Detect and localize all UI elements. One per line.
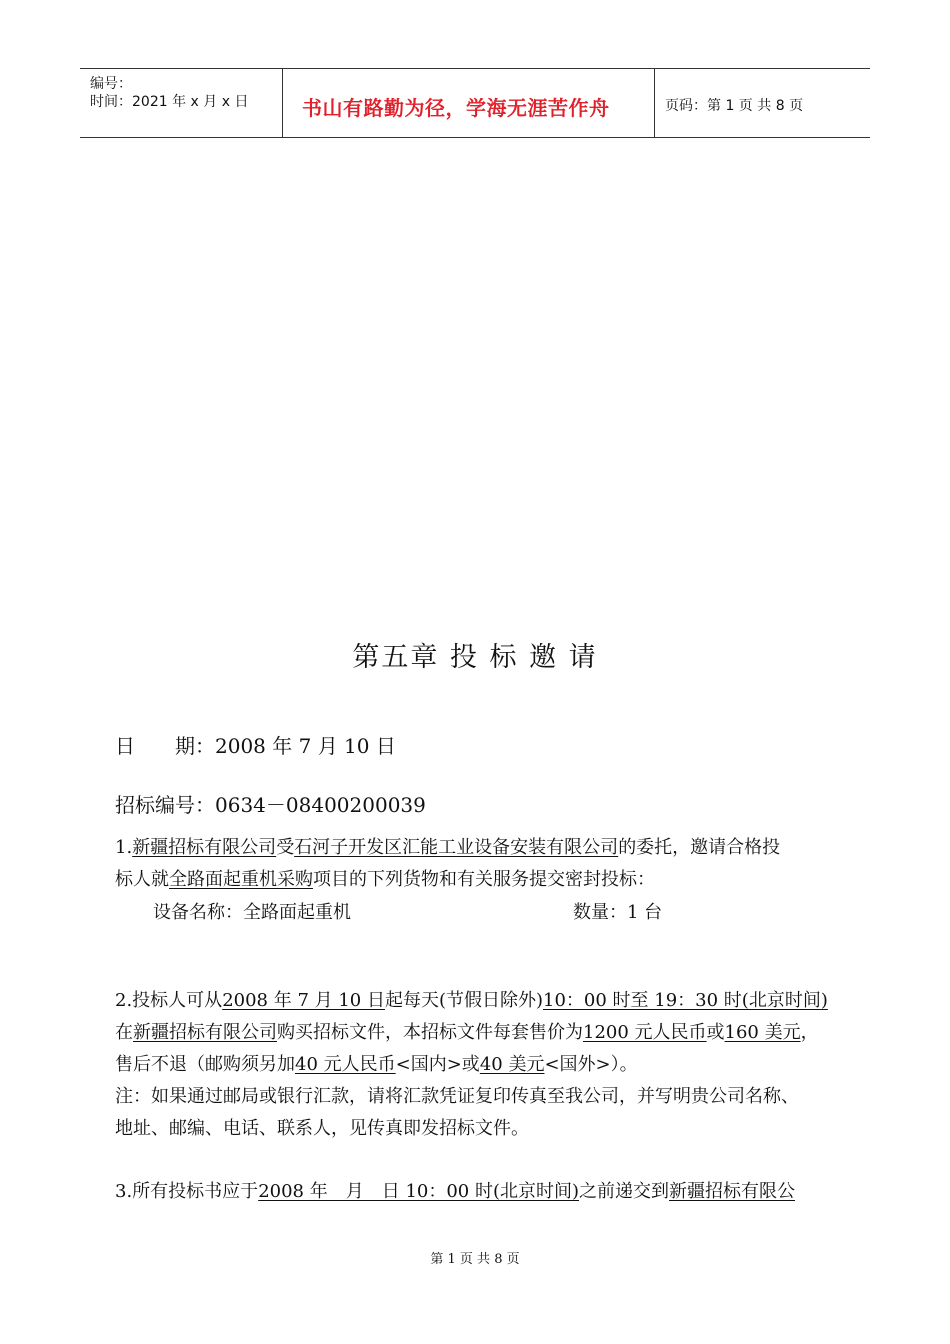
p2-postage-usd: 40 美元 bbox=[479, 1054, 545, 1075]
p2-text: 售后不退（邮购须另加 bbox=[115, 1054, 295, 1075]
header-page-info: 页码：第 1 页 共 8 页 bbox=[665, 98, 804, 114]
header-page-cell bbox=[655, 69, 870, 137]
p3-deadline: 2008 年 月 日 10：00 时(北京时间) bbox=[258, 1181, 580, 1202]
header-time-label: 时间：2021 年 x 月 x 日 bbox=[90, 94, 249, 110]
paragraph-1-line-2 bbox=[115, 865, 655, 891]
p1-client: 石河子开发区汇能工业设备安装有限公司 bbox=[294, 837, 619, 858]
p2-text: <国外>）。 bbox=[544, 1054, 638, 1075]
header-meta-cell bbox=[80, 69, 283, 137]
header-motto: 书山有路勤为径，学海无涯苦作舟 bbox=[302, 96, 610, 120]
date-line: 日 期：2008 年 7 月 10 日 bbox=[115, 734, 396, 758]
p1-text: 的委托，邀请合格投 bbox=[618, 837, 781, 858]
paragraph-3-line-1 bbox=[115, 1177, 795, 1203]
p2-text: ， bbox=[800, 1022, 819, 1043]
chapter-title: 第五章 投 标 邀 请 bbox=[352, 642, 598, 673]
p2-text: 起每天(节假日除外) bbox=[384, 990, 544, 1011]
p2-sale-date: 2008 年 7 月 10 日 bbox=[222, 990, 385, 1011]
p1-text: 项目的下列货物和有关服务提交密封投标： bbox=[313, 869, 655, 890]
paragraph-2-line-2 bbox=[115, 1018, 819, 1044]
p1-project: 全路面起重机采购 bbox=[169, 869, 313, 890]
p2-postage-rmb: 40 元人民币 bbox=[295, 1054, 396, 1075]
paragraph-1-line-1 bbox=[115, 833, 780, 859]
p1-text: 受 bbox=[276, 837, 295, 858]
p3-text: 3.所有投标书应于 bbox=[115, 1181, 259, 1202]
p3-agency: 新疆招标有限公 bbox=[669, 1181, 796, 1202]
page-header bbox=[80, 68, 870, 138]
header-number-label: 编号： bbox=[90, 76, 132, 92]
header-motto-cell bbox=[282, 69, 655, 137]
paragraph-2-line-1 bbox=[115, 986, 828, 1012]
p1-text: 标人就 bbox=[115, 869, 169, 890]
note-line-1: 注：如果通过邮局或银行汇款，请将汇款凭证复印传真至我公司，并写明贵公司名称、 bbox=[115, 1086, 799, 1107]
p2-text: <国内>或 bbox=[395, 1054, 480, 1075]
tender-number-line: 招标编号：0634－08400200039 bbox=[115, 793, 426, 817]
page-footer: 第 1 页 共 8 页 bbox=[430, 1252, 520, 1267]
p2-text: 购买招标文件，本招标文件每套售价为 bbox=[277, 1022, 583, 1043]
equipment-quantity: 数量：1 台 bbox=[573, 902, 663, 923]
p1-number: 1. bbox=[115, 837, 133, 858]
p2-agency: 新疆招标有限公司 bbox=[133, 1022, 277, 1043]
paragraph-2-line-3 bbox=[115, 1050, 638, 1076]
equipment-name: 设备名称：全路面起重机 bbox=[153, 902, 351, 923]
p3-text: 之前递交到 bbox=[579, 1181, 670, 1202]
p2-sale-time: 10：00 时至 19：30 时(北京时间) bbox=[543, 990, 828, 1011]
p2-price-rmb: 1200 元人民币 bbox=[583, 1022, 707, 1043]
note-line-2: 地址、邮编、电话、联系人，见传真即发招标文件。 bbox=[115, 1118, 529, 1139]
p2-text: 或 bbox=[706, 1022, 725, 1043]
p2-text: 在 bbox=[115, 1022, 133, 1043]
p2-price-usd: 160 美元 bbox=[724, 1022, 801, 1043]
p2-text: 2.投标人可从 bbox=[115, 990, 223, 1011]
p1-agency: 新疆招标有限公司 bbox=[132, 837, 277, 858]
